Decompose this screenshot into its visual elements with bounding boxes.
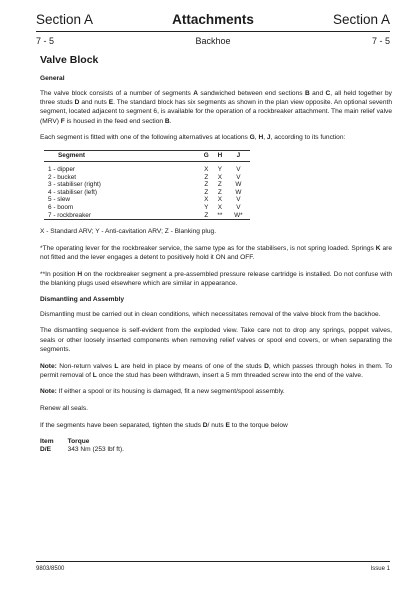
table-cell: **: [213, 212, 227, 220]
paragraph: Dismantling must be carried out in clean conditions, which necessitates removal of the valve block from the backhoe.: [40, 310, 381, 318]
segment-alternatives-table: [44, 150, 250, 220]
table-row: [44, 189, 250, 197]
general-heading: General: [40, 75, 65, 82]
reference-letter: E: [108, 99, 114, 107]
table-cell: V: [236, 196, 241, 204]
table-row: [44, 212, 250, 220]
reference-letter: C: [325, 90, 331, 97]
paragraph: The dismantling sequence is self-evident from the exploded view. Take care not to drop any springs, poppet valves, seals or other loosely inserted components when removing relief valves or spool end covers, or when separating the segments.: [40, 327, 392, 353]
table-cell: Z: [217, 181, 222, 189]
paragraph: If the segments have been separated, tighten the studs D/ nuts E to the torque below: [40, 421, 288, 429]
page-number-left: 7 - 5: [36, 36, 55, 46]
table-cell: 3 - stabiliser (right): [48, 181, 101, 189]
column-header-h: H: [213, 151, 227, 162]
reference-letter: H: [77, 270, 83, 278]
table-cell: Z: [204, 173, 209, 181]
reference-letter: G: [249, 134, 255, 142]
page-subtitle: Backhoe: [195, 36, 231, 46]
paragraph: Renew all seals.: [40, 405, 89, 413]
reference-letter: D: [264, 362, 269, 370]
section-title: Valve Block: [40, 54, 99, 66]
paragraph: Note: Non-return valves L are held in place by means of one of the studs D, which passes through holes in them. To permit removal of L once the stud has been withdrawn, insert a 5 mm threaded screw into the end of the valve.: [40, 362, 393, 379]
table-cell: Z: [217, 188, 222, 196]
reference-letter: H: [258, 134, 264, 142]
table-header-row: [44, 151, 250, 162]
table-cell: Z: [204, 188, 209, 196]
table-cell: 6 - boom: [48, 203, 74, 211]
table-cell: W*: [227, 212, 250, 220]
page-header: [36, 12, 390, 28]
column-header-g: G: [199, 151, 213, 162]
table-cell: 1 - dipper: [48, 166, 75, 174]
table-cell: 7 - rockbreaker: [44, 212, 199, 220]
reference-letter: Note:: [40, 362, 57, 370]
dismantling-heading: Dismantling and Assembly: [40, 295, 125, 303]
reference-letter: Note:: [40, 388, 57, 396]
section-label-left: Section A: [36, 12, 94, 27]
table-row: [44, 162, 250, 174]
table-legend: X - Standard ARV; Y - Anti-cavitation ARV; Z - Blanking plug.: [40, 228, 217, 236]
issue-label: Issue 1: [370, 566, 390, 572]
table-cell: Y: [217, 166, 223, 174]
torque-item: D/E: [40, 445, 51, 453]
footer-rule: [36, 561, 390, 562]
table-cell: 5 - slew: [48, 196, 71, 204]
table-row: [44, 174, 250, 182]
reference-letter: D: [202, 421, 208, 429]
torque-value: 343 Nm (253 lbf ft).: [67, 445, 124, 453]
table-cell: X: [204, 196, 209, 204]
section-label-right: Section A: [332, 12, 390, 27]
paragraph: **In position H on the rockbreaker segment a pre-assembled pressure release cartridge is installed. Do not confuse with the blanking plugs used elsewhere which are similar in appearance.: [40, 270, 392, 287]
reference-letter: B: [304, 90, 310, 97]
reference-letter: L: [114, 362, 119, 370]
table-cell: X: [217, 196, 223, 204]
table-cell: Z: [199, 212, 213, 220]
table-cell: Y: [204, 203, 209, 211]
document-number: 9803/8500: [36, 566, 65, 572]
document-body: [40, 54, 392, 454]
page-subheader: [36, 36, 390, 48]
table-cell: X: [204, 166, 209, 174]
page-title: Attachments: [172, 12, 254, 27]
table-cell: 2 - bucket: [48, 173, 77, 181]
reference-letter: A: [193, 90, 198, 97]
table-cell: W: [235, 188, 242, 196]
table-row: [44, 196, 250, 204]
column-header-segment: Segment: [44, 151, 199, 162]
table-cell: V: [236, 203, 241, 211]
table-cell: V: [236, 166, 241, 174]
reference-letter: L: [92, 371, 97, 379]
page-footer: [36, 566, 390, 576]
torque-header-row: [40, 438, 138, 446]
page-number-right: 7 - 5: [371, 36, 390, 46]
reference-letter: E: [225, 421, 230, 429]
reference-letter: F: [60, 117, 65, 125]
paragraph: Each segment is fitted with one of the following alternatives at locations G, H, J, according to its function:: [40, 134, 346, 142]
table-row: [44, 181, 250, 189]
table-row: [44, 204, 250, 212]
torque-column-torque: Torque: [67, 437, 90, 445]
reference-letter: D: [74, 99, 80, 107]
torque-row: [40, 446, 138, 454]
column-header-j: J: [227, 151, 250, 162]
reference-letter: B: [164, 117, 170, 125]
table-cell: Z: [204, 181, 209, 189]
table-cell: W: [235, 181, 242, 189]
table-cell: X: [217, 203, 223, 211]
paragraph: *The operating lever for the rockbreaker service, the same type as for the stabilisers, is not spring loaded. Springs K are not fitted and the lever engages a detent to positively hold it ON and OFF.: [40, 244, 392, 262]
table-cell: 4 - stabiliser (left): [48, 188, 98, 196]
reference-letter: K: [375, 244, 381, 252]
torque-table: [40, 438, 138, 454]
reference-letter: J: [266, 134, 271, 142]
torque-column-item: Item: [40, 437, 54, 445]
header-rule: [36, 31, 390, 32]
paragraph: The valve block consists of a number of segments A sandwiched between end sections B and C, all held together by three studs D and nuts E. The standard block has six segments as shown in the plan view opposite. An optional seventh segment, located adjacent to segment 6, is available for the operation of a rockbreaker attachment. The main relief valve (MRV) F is housed in the feed end section B.: [40, 90, 393, 125]
table-cell: X: [217, 173, 223, 181]
paragraph: Note: If either a spool or its housing is damaged, fit a new segment/spool assembly.: [40, 388, 285, 396]
table-cell: V: [236, 173, 241, 181]
